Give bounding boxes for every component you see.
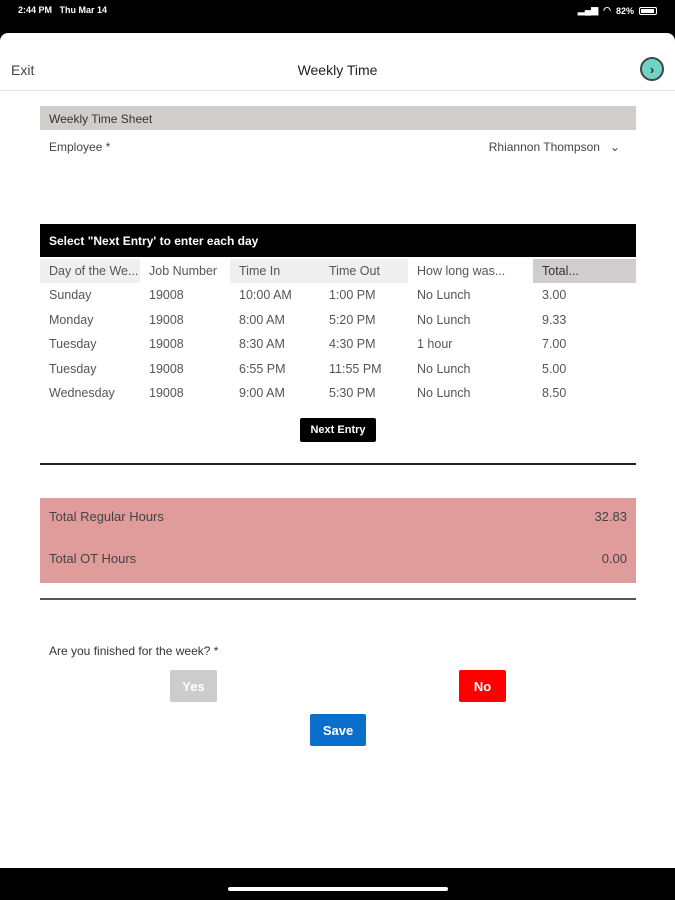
status-bar [0,0,675,32]
table-cell: Sunday [49,288,92,303]
table-cell: 8:30 AM [239,337,285,352]
next-entry-button[interactable]: Next Entry [300,418,376,442]
table-cell: 10:00 AM [239,288,292,303]
table-row[interactable] [40,381,636,406]
table-cell: 19008 [149,312,184,327]
next-arrow-icon[interactable]: › [640,57,664,81]
table-cell: 1 hour [417,337,453,352]
table-cell: Monday [49,312,94,327]
table-cell: 1:00 PM [329,288,376,303]
chevron-down-icon[interactable]: ⌄ [609,140,620,154]
table-row[interactable] [40,308,636,333]
yes-button[interactable]: Yes [170,670,217,702]
home-indicator[interactable] [228,887,448,891]
col-header[interactable]: Job Number [149,264,218,278]
table-cell: 7.00 [542,337,567,352]
table-cell: 6:55 PM [239,361,286,376]
table-cell: 9:00 AM [239,386,285,401]
table-cell: 8.50 [542,386,567,401]
table-cell: Tuesday [49,361,97,376]
table-cell: Tuesday [49,337,97,352]
table-row[interactable] [40,357,636,382]
divider [40,598,636,600]
time-table [40,259,636,406]
table-row[interactable] [40,283,636,308]
table-cell: 9.33 [542,312,567,327]
table-cell: 5:20 PM [329,312,376,327]
col-header[interactable]: How long was... [417,264,506,278]
ot-hours-value: 0.00 [601,551,627,566]
nav-bar [0,33,675,91]
col-header[interactable]: Time Out [320,259,408,283]
signal-icon: ▂▄▆ [577,5,599,15]
no-button[interactable]: No [459,670,506,702]
table-cell: 4:30 PM [329,337,376,352]
app-screen [0,33,675,868]
table-cell: No Lunch [417,288,471,303]
wifi-icon: ◠ [603,5,611,15]
section-header: Weekly Time Sheet [40,106,636,130]
totals-panel [40,498,636,583]
table-cell: 11:55 PM [329,361,382,376]
battery-icon [639,7,657,15]
table-cell: 5.00 [542,361,567,376]
finished-question: Are you finished for the week? * [49,644,219,658]
table-cell: 3.00 [542,288,567,303]
table-cell: No Lunch [417,361,471,376]
employee-field[interactable] [40,140,636,154]
col-header[interactable]: Time In [230,259,320,283]
table-cell: No Lunch [417,386,471,401]
table-row[interactable] [40,332,636,357]
table-cell: Wednesday [49,386,115,401]
table-cell: 8:00 AM [239,312,285,327]
table-cell: 5:30 PM [329,386,376,401]
col-header[interactable]: Total... [533,259,636,283]
regular-hours-value: 32.83 [594,509,627,524]
regular-hours-label: Total Regular Hours [49,509,164,524]
divider [40,463,636,465]
status-time: 2:44 PM Thu Mar 14 [18,5,108,15]
table-cell: 19008 [149,288,184,303]
table-cell: No Lunch [417,312,471,327]
exit-button[interactable]: Exit [11,62,35,78]
page-title: Weekly Time [297,62,378,78]
table-banner: Select "Next Entry' to enter each day [40,224,636,257]
status-right: ▂▄▆ ◠ 82% [578,5,657,16]
table-cell: 19008 [149,361,184,376]
employee-value: Rhiannon Thompson [488,140,600,154]
table-cell: 19008 [149,386,184,401]
employee-label: Employee * [49,140,111,154]
col-header[interactable]: Day of the We... [40,259,140,283]
ot-hours-label: Total OT Hours [49,551,137,566]
save-button[interactable]: Save [310,714,366,746]
table-cell: 19008 [149,337,184,352]
